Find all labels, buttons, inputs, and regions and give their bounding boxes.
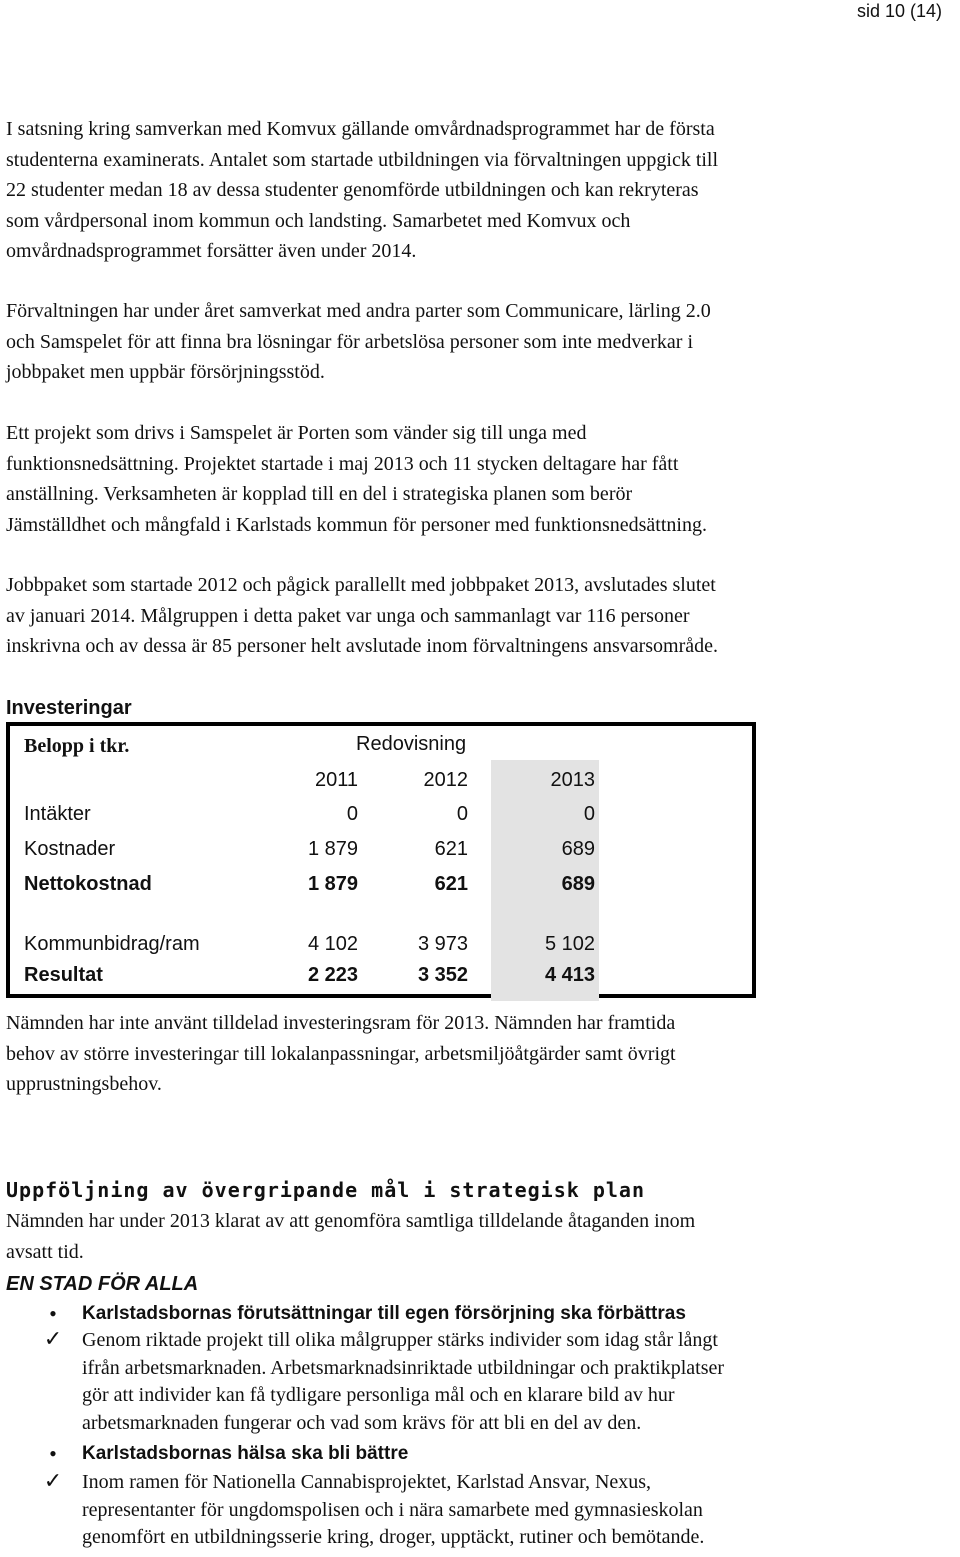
en-stad-for-alla-heading: EN STAD FÖR ALLA bbox=[6, 1273, 199, 1295]
text-line: och Samspelet för att finna bra lösningar för arbetslösa personer som inte medverkar i bbox=[6, 330, 694, 353]
text-line: behov av större investeringar till lokalanpassningar, arbetsmiljöåtgärder samt övrigt bbox=[6, 1042, 676, 1065]
text-line: av januari 2014. Målgruppen i detta paket var unga och sammanlagt var 116 personer bbox=[6, 604, 690, 627]
text-line: I satsning kring samverkan med Komvux gällande omvårdnadsprogrammet har de första bbox=[6, 118, 715, 140]
checkmark-icon: ✓ bbox=[43, 1469, 63, 1494]
page-number: sid 10 (14) bbox=[856, 1, 942, 21]
text-line: inskrivna och av dessa är 85 personer helt avslutade inom förvaltningens ansvarsområde. bbox=[6, 635, 719, 657]
investment-table bbox=[6, 722, 756, 998]
table-cell: 1 879 bbox=[307, 838, 358, 860]
table-cell: 621 bbox=[434, 838, 468, 860]
text-line: Nämnden har inte använt tilldelad investeringsram för 2013. Nämnden har framtida bbox=[6, 1012, 676, 1034]
bullet-icon: • bbox=[49, 1441, 57, 1466]
table-cell: 0 bbox=[583, 803, 595, 825]
table-cell: 689 bbox=[561, 838, 595, 860]
goal-result-text bbox=[82, 1327, 724, 1437]
table-cell: 0 bbox=[346, 803, 358, 825]
row-label: Intäkter bbox=[24, 803, 91, 825]
text-line: funktionsnedsättning. Projektet startade i maj 2013 och 11 stycken deltagare har fått bbox=[6, 452, 679, 475]
text-line: studenterna examinerats. Antalet som startade utbildningen via förvaltningen uppgick till bbox=[6, 148, 719, 171]
uppfoljning-heading: Uppföljning av övergripande mål i strategisk plan bbox=[6, 1178, 646, 1202]
goal-title: Karlstadsbornas förutsättningar till egen försörjning ska förbättras bbox=[82, 1303, 686, 1324]
text-line: 22 studenter medan 18 av dessa studenter genomförde utbildningen och kan rekryteras bbox=[6, 179, 699, 201]
text-line: Jobbpaket som startade 2012 och pågick parallellt med jobbpaket 2013, avslutades slutet bbox=[6, 574, 716, 596]
text-line: genomfört en utbildningsserie kring, droger, upptäckt, rutiner och bemötande. bbox=[82, 1526, 705, 1548]
year-header: 2011 bbox=[314, 769, 358, 791]
goal-result-text bbox=[82, 1469, 704, 1552]
text-line: Nämnden har under 2013 klarat av att genomföra samtliga tilldelande åtaganden inom bbox=[6, 1210, 696, 1232]
unit-label: Belopp i tkr. bbox=[24, 735, 130, 757]
row-label: Resultat bbox=[24, 964, 103, 986]
table-cell: 5 102 bbox=[544, 933, 595, 955]
table-cell: 3 973 bbox=[417, 933, 468, 955]
table-cell: 3 352 bbox=[417, 964, 468, 986]
table-cell: 0 bbox=[456, 803, 468, 825]
text-line: Genom riktade projekt till olika målgrupper stärks individer som idag står långt bbox=[82, 1329, 718, 1351]
goal-title: Karlstadsbornas hälsa ska bli bättre bbox=[82, 1443, 409, 1464]
table-cell: 4 102 bbox=[307, 933, 358, 955]
group-header: Redovisning bbox=[356, 733, 467, 755]
text-line: anställning. Verksamheten är kopplad till en del i strategiska planen som berör bbox=[6, 483, 633, 505]
row-label: Kommunbidrag/ram bbox=[24, 933, 200, 955]
text-line: Förvaltningen har under året samverkat med andra parter som Communicare, lärling 2.0 bbox=[6, 300, 711, 322]
paragraph-komvux bbox=[6, 114, 954, 267]
text-line: arbetsmarknaden fungerar och vad som krävs för att bli en del av den. bbox=[82, 1411, 642, 1434]
text-line: avsatt tid. bbox=[6, 1240, 84, 1263]
table-cell: 1 879 bbox=[307, 873, 358, 895]
investeringar-heading: Investeringar bbox=[6, 697, 132, 719]
text-line: Inom ramen för Nationella Cannabisprojektet, Karlstad Ansvar, Nexus, bbox=[82, 1471, 652, 1493]
row-label: Nettokostnad bbox=[24, 873, 152, 895]
paragraph-porten bbox=[6, 418, 954, 540]
uppfoljning-intro bbox=[6, 1206, 954, 1267]
year-header: 2013 bbox=[550, 769, 595, 791]
checkmark-icon: ✓ bbox=[43, 1327, 63, 1352]
text-line: representanter för ungdomspolisen och i nära samarbete med gymnasieskolan bbox=[82, 1498, 703, 1521]
text-line: jobbpaket men uppbär försörjningsstöd. bbox=[6, 361, 325, 383]
year-header: 2012 bbox=[423, 769, 468, 791]
text-line: upprustningsbehov. bbox=[6, 1073, 162, 1095]
text-line: omvårdnadsprogrammet forsätter även under 2014. bbox=[6, 240, 417, 262]
text-line: Ett projekt som drivs i Samspelet är Porten som vänder sig till unga med bbox=[6, 422, 587, 444]
row-label: Kostnader bbox=[24, 838, 116, 860]
paragraph-investeringsram bbox=[6, 1008, 954, 1100]
text-line: ifrån arbetsmarknaden. Arbetsmarknadsinriktade utbildningar och praktikplatser bbox=[82, 1356, 725, 1379]
table-cell: 4 413 bbox=[544, 964, 595, 986]
table-cell: 621 bbox=[434, 873, 468, 895]
table-cell: 2 223 bbox=[307, 964, 358, 986]
paragraph-samverkan bbox=[6, 296, 954, 388]
text-line: gör att individer kan få tydligare personliga mål och en klarare bild av hur bbox=[82, 1384, 675, 1406]
text-line: som vårdpersonal inom kommun och landsting. Samarbetet med Komvux och bbox=[6, 209, 631, 232]
bullet-icon: • bbox=[49, 1301, 57, 1326]
text-line: Jämställdhet och mångfald i Karlstads kommun för personer med funktionsnedsättning. bbox=[6, 513, 707, 536]
paragraph-jobbpaket bbox=[6, 570, 954, 662]
table-cell: 689 bbox=[561, 873, 595, 895]
